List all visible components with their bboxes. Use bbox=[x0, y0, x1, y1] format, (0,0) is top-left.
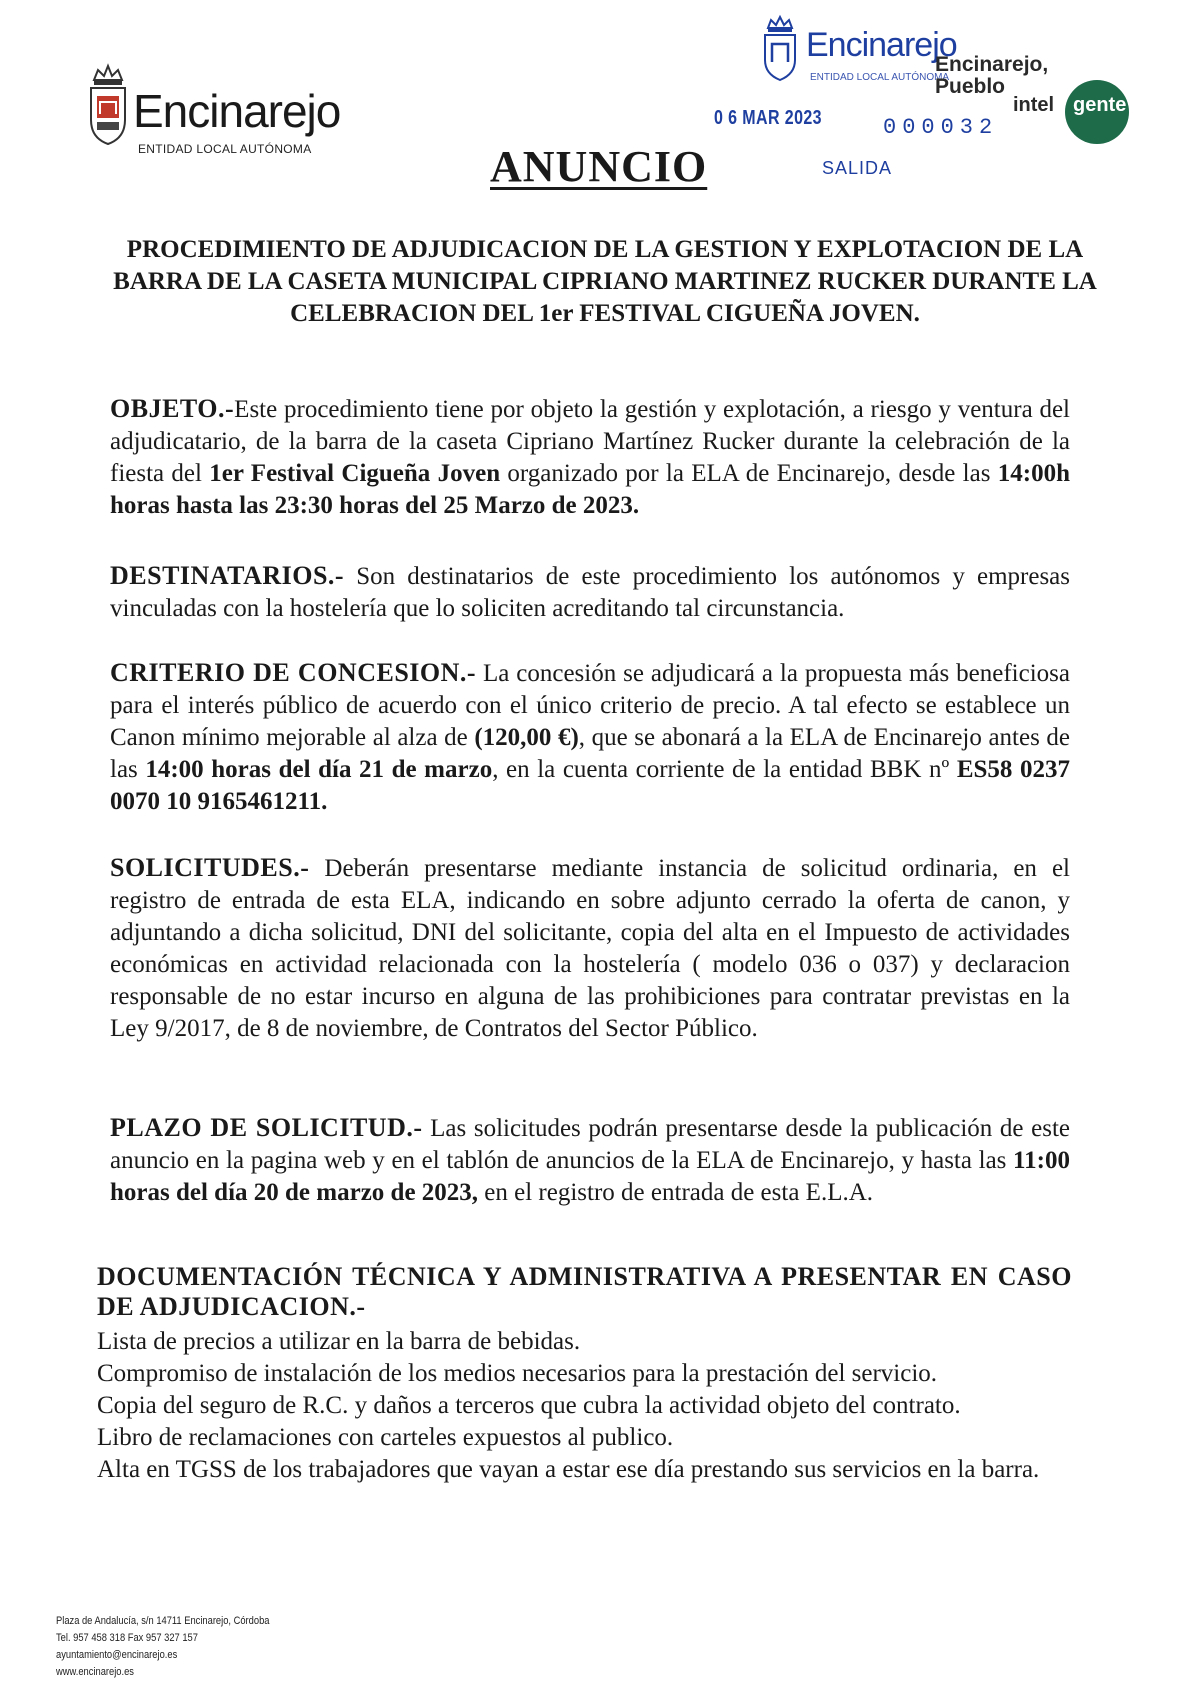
section-plazo bbox=[110, 1112, 1070, 1209]
section-emphasis: ES58 0237 0070 10 9165461211. bbox=[110, 756, 1070, 815]
badge-line-2: Pueblo bbox=[935, 75, 1006, 98]
badge-intel-tail-text: gente bbox=[1073, 94, 1127, 116]
section-text: en el registro de entrada de esta E.L.A. bbox=[478, 1179, 874, 1206]
section-emphasis: 11:00 horas del día 20 de marzo de 2023, bbox=[110, 1147, 1070, 1206]
section-heading: CRITERIO DE CONCESION.- bbox=[110, 658, 477, 687]
org-name: Encinarejo bbox=[133, 85, 341, 137]
stamp-type: SALIDA bbox=[822, 158, 893, 178]
section-text: Son destinatarios de este procedimiento los autónomos y empresas vinculadas con la hostelería que lo soliciten acreditando tal circunstancia. bbox=[110, 563, 1070, 622]
smart-town-badge bbox=[935, 54, 1048, 98]
section-text: Este procedimiento tiene por objeto la gestión y explotación, a riesgo y ventura del adjudicatario, de la barra de la caseta Cipriano Martínez Rucker durante la celebración de la fiesta del bbox=[110, 396, 1070, 487]
badge-intel-text: intel bbox=[1013, 94, 1055, 116]
documentation-list bbox=[97, 1326, 1072, 1486]
section-heading: SOLICITUDES.- bbox=[110, 853, 310, 882]
section-emphasis: 14:00 horas del día 21 de marzo bbox=[145, 756, 493, 783]
footer-address: Plaza de Andalucía, s/n 14711 Encinarejo, Córdoba bbox=[56, 1615, 270, 1627]
stamp-coat-of-arms-icon bbox=[760, 14, 800, 84]
section-solicitudes bbox=[110, 852, 1070, 1045]
coat-of-arms-icon bbox=[86, 62, 130, 152]
section-text: Deberán presentarse mediante instancia de solicitud ordinaria, en el registro de entrada de esta ELA, indicando en sobre adjunto cerrado la oferta de canon, y adjuntando a dicha solicitud, DNI del solicitante, copia del alta en el Impuesto de actividades económicas en actividad relacionada con la hostelería ( modelo 036 o 037) y declaracion responsable de no estar incurso en alguna de las prohibiciones para contratar previstas en la Ley 9/2017, de 8 de noviembre, de Contratos del Sector Público. bbox=[110, 855, 1070, 1042]
section-emphasis: 1er Festival Cigueña Joven bbox=[209, 460, 501, 487]
section-documentacion-heading: DOCUMENTACIÓN TÉCNICA Y ADMINISTRATIVA A PRESENTAR EN CASO DE ADJUDICACION.- bbox=[97, 1262, 1072, 1321]
section-criterio bbox=[110, 657, 1070, 818]
list-item: Copia del seguro de R.C. y daños a terceros que cubra la actividad objeto del contrato. bbox=[97, 1392, 961, 1419]
stamp-date: 0 6 MAR 2023 bbox=[714, 107, 822, 129]
letterhead-logo bbox=[86, 62, 346, 156]
document-subtitle: PROCEDIMIENTO DE ADJUDICACION DE LA GESTION Y EXPLOTACION DE LA BARRA DE LA CASETA MUNICIPAL CIPRIANO MARTINEZ RUCKER DURANTE LA CELEBRACION DEL 1er FESTIVAL CIGUEÑA JOVEN. bbox=[113, 236, 1097, 327]
stamp-org-name: Encinarejo bbox=[806, 26, 957, 64]
footer-web: www.encinarejo.es bbox=[56, 1666, 134, 1678]
badge-line-1: Encinarejo, bbox=[935, 53, 1049, 76]
footer-phone: Tel. 957 458 318 Fax 957 327 157 bbox=[56, 1632, 198, 1644]
section-destinatarios bbox=[110, 560, 1070, 625]
document-title: ANUNCIO bbox=[490, 142, 708, 191]
stamp-registry-number: 000032 bbox=[883, 115, 999, 140]
section-text: , en la cuenta corriente de la entidad BBK nº bbox=[492, 756, 957, 783]
section-text: organizado por la ELA de Encinarejo, desde las bbox=[500, 460, 998, 487]
footer-email: ayuntamiento@encinarejo.es bbox=[56, 1649, 178, 1661]
registry-stamp-logo bbox=[760, 14, 960, 84]
list-item: Alta en TGSS de los trabajadores que vayan a estar ese día prestando sus servicios en la barra. bbox=[97, 1456, 1040, 1483]
section-objeto bbox=[110, 393, 1070, 522]
section-text: , que se abonará a la ELA de Encinarejo antes de las bbox=[110, 724, 1070, 783]
list-item: Libro de reclamaciones con carteles expuestos al publico. bbox=[97, 1424, 674, 1451]
section-emphasis: (120,00 €) bbox=[474, 724, 579, 751]
org-subtitle: ENTIDAD LOCAL AUTÓNOMA bbox=[138, 142, 312, 156]
section-text: La concesión se adjudicará a la propuesta más beneficiosa para el interés público de acuerdo con el único criterio de precio. A tal efecto se establece un Canon mínimo mejorable al alza de bbox=[110, 660, 1070, 751]
list-item: Lista de precios a utilizar en la barra de bebidas. bbox=[97, 1328, 581, 1355]
list-item: Compromiso de instalación de los medios necesarios para la prestación del servicio. bbox=[97, 1360, 938, 1387]
stamp-org-subtitle: ENTIDAD LOCAL AUTÓNOMA bbox=[810, 72, 950, 83]
section-heading: OBJETO.- bbox=[110, 394, 235, 423]
section-heading: DESTINATARIOS.- bbox=[110, 561, 345, 590]
letterhead-footer bbox=[56, 1613, 269, 1681]
section-heading: PLAZO DE SOLICITUD.- bbox=[110, 1113, 423, 1142]
section-emphasis: 14:00h horas hasta las 23:30 horas del 25 Marzo de 2023. bbox=[110, 460, 1070, 519]
section-text: Las solicitudes podrán presentarse desde la publicación de este anuncio en la pagina web y en el tablón de anuncios de la ELA de Encinarejo, y hasta las bbox=[110, 1115, 1070, 1174]
